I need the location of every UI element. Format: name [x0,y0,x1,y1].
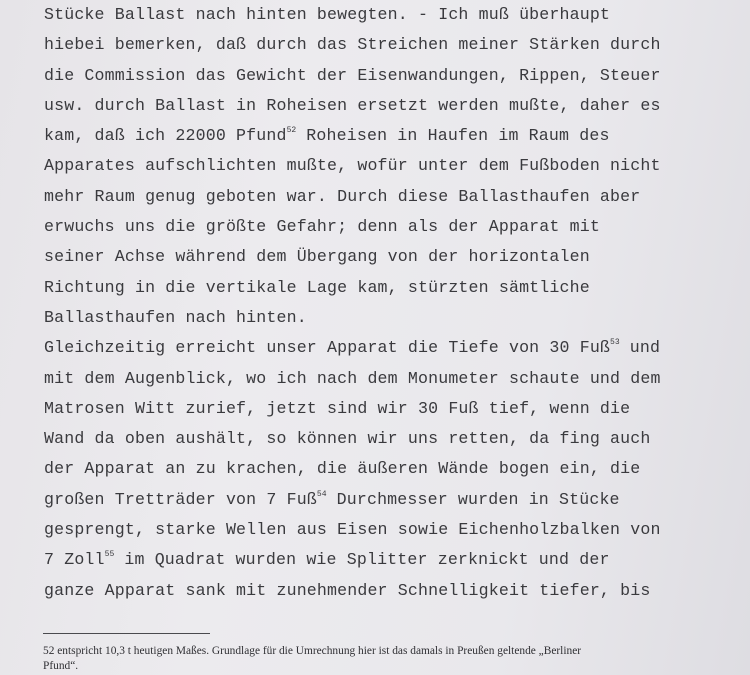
text-line [44,121,744,151]
text-segment: usw. durch Ballast in Roheisen ersetzt werden mußte, daher es [44,95,661,115]
text-line [44,0,744,30]
text-segment: Durchmesser wurden in Stücke [326,489,620,509]
text-line [44,515,744,545]
footnote [43,644,733,673]
text-segment: Apparates aufschlichten mußte, wofür unter dem Fußboden nicht [44,156,661,176]
text-line [44,242,744,272]
text-segment: im Quadrat wurden wie Splitter zerknickt und der [114,550,610,570]
text-segment: mit dem Augenblick, wo ich nach dem Monumeter schaute und dem [44,368,661,388]
text-line [44,364,744,394]
footnote-reference: 55 [104,550,115,560]
footnote-reference: 52 [286,126,297,136]
footnote-reference: 53 [610,338,620,348]
body-text [44,0,744,606]
text-segment: kam, daß ich 22000 Pfund [44,126,287,146]
text-line [44,485,744,515]
text-line [44,91,744,121]
text-segment: Wand da oben aushält, so können wir uns retten, da fing auch [44,429,651,449]
text-line [44,273,744,303]
text-line [44,454,744,484]
text-segment: Roheisen in Haufen im Raum des [296,126,610,146]
footnote-line-1: 52 entspricht 10,3 t heutigen Maßes. Grundlage für die Umrechnung hier ist das damals in Preußen geltende „Berliner [43,645,582,657]
text-segment: großen Tretträder von 7 Fuß [44,489,317,509]
text-line [44,424,744,454]
text-segment: mehr Raum genug geboten war. Durch diese Ballasthaufen aber [44,186,641,206]
text-line [44,333,744,363]
text-line [44,212,744,242]
text-line [44,576,744,606]
text-segment: Richtung in die vertikale Lage kam, stürzten sämtliche [44,277,590,297]
text-line [44,394,744,424]
text-segment: Gleichzeitig erreicht unser Apparat die Tiefe von 30 Fuß [44,338,611,358]
text-segment: 7 Zoll [44,550,105,570]
text-line [44,545,744,575]
footnote-separator [43,633,210,634]
text-segment: ganze Apparat sank mit zunehmender Schnelligkeit tiefer, bis [44,580,651,600]
text-segment: Ballasthaufen nach hinten. [44,307,307,327]
footnote-line-2: Pfund“. [43,659,79,672]
text-segment: gesprengt, starke Wellen aus Eisen sowie Eichenholzbalken von [44,520,661,540]
text-segment: der Apparat an zu krachen, die äußeren Wände bogen ein, die [44,459,641,479]
text-segment: seiner Achse während dem Übergang von der horizontalen [44,247,590,267]
text-segment: Matrosen Witt zurief, jetzt sind wir 30 Fuß tief, wenn die [44,398,631,418]
footnote-reference: 54 [316,489,327,499]
text-segment: die Commission das Gewicht der Eisenwandungen, Rippen, Steuer [44,65,661,85]
text-segment: und [619,338,661,358]
text-line [44,182,744,212]
text-line [44,30,744,60]
text-segment: hiebei bemerken, daß durch das Streichen meiner Stärken durch [44,35,661,55]
text-line [44,61,744,91]
text-line [44,303,744,333]
text-segment: Stücke Ballast nach hinten bewegten. - Ich muß überhaupt [44,5,611,24]
text-segment: erwuchs uns die größte Gefahr; denn als der Apparat mit [44,217,600,237]
text-line [44,151,744,181]
